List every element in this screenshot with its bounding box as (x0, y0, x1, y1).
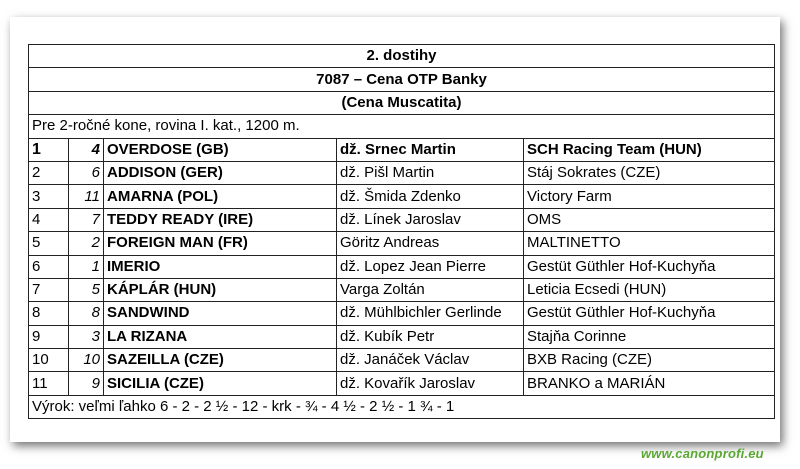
race-title-row (29, 45, 775, 68)
jockey-name: dž. Janáček Václav (337, 349, 524, 372)
race-name: 7087 – Cena OTP Banky (29, 68, 775, 91)
result-row (29, 325, 775, 348)
result-row (29, 138, 775, 161)
jockey-name: dž. Srnec Martin (337, 138, 524, 161)
owner-name: BRANKO a MARIÁN (524, 372, 775, 395)
race-verdict: Výrok: veľmi ľahko 6 - 2 - 2 ½ - 12 - krk - ¾ - 4 ½ - 2 ½ - 1 ¾ - 1 (29, 395, 775, 418)
race-results-table (28, 44, 775, 419)
horse-name: OVERDOSE (GB) (104, 138, 337, 161)
race-conditions-row (29, 115, 775, 138)
horse-name: SICILIA (CZE) (104, 372, 337, 395)
race-conditions: Pre 2-ročné kone, rovina I. kat., 1200 m. (29, 115, 775, 138)
owner-name: Victory Farm (524, 185, 775, 208)
finish-position: 10 (29, 349, 69, 372)
owner-name: Stáj Sokrates (CZE) (524, 161, 775, 184)
result-row (29, 255, 775, 278)
finish-position: 1 (29, 138, 69, 161)
start-number: 2 (69, 232, 104, 255)
owner-name: Gestüt Güthler Hof-Kuchyňa (524, 255, 775, 278)
finish-position: 8 (29, 302, 69, 325)
finish-position: 6 (29, 255, 69, 278)
jockey-name: dž. Línek Jaroslav (337, 208, 524, 231)
start-number: 1 (69, 255, 104, 278)
owner-name: OMS (524, 208, 775, 231)
finish-position: 2 (29, 161, 69, 184)
result-row (29, 232, 775, 255)
race-subtitle: (Cena Muscatita) (29, 91, 775, 114)
result-row (29, 208, 775, 231)
horse-name: IMERIO (104, 255, 337, 278)
horse-name: SAZEILLA (CZE) (104, 349, 337, 372)
owner-name: SCH Racing Team (HUN) (524, 138, 775, 161)
start-number: 8 (69, 302, 104, 325)
race-subtitle-row (29, 91, 775, 114)
result-row (29, 349, 775, 372)
horse-name: AMARNA (POL) (104, 185, 337, 208)
start-number: 10 (69, 349, 104, 372)
owner-name: Gestüt Güthler Hof-Kuchyňa (524, 302, 775, 325)
jockey-name: dž. Kubík Petr (337, 325, 524, 348)
finish-position: 5 (29, 232, 69, 255)
result-row (29, 278, 775, 301)
owner-name: BXB Racing (CZE) (524, 349, 775, 372)
horse-name: TEDDY READY (IRE) (104, 208, 337, 231)
start-number: 4 (69, 138, 104, 161)
result-row (29, 302, 775, 325)
owner-name: Stajňa Corinne (524, 325, 775, 348)
jockey-name: Varga Zoltán (337, 278, 524, 301)
jockey-name: dž. Šmida Zdenko (337, 185, 524, 208)
start-number: 6 (69, 161, 104, 184)
finish-position: 3 (29, 185, 69, 208)
race-title: 2. dostihy (29, 45, 775, 68)
start-number: 11 (69, 185, 104, 208)
race-name-row (29, 68, 775, 91)
watermark: www.canonprofi.eu (641, 446, 764, 461)
horse-name: ADDISON (GER) (104, 161, 337, 184)
finish-position: 9 (29, 325, 69, 348)
owner-name: MALTINETTO (524, 232, 775, 255)
horse-name: SANDWIND (104, 302, 337, 325)
start-number: 3 (69, 325, 104, 348)
horse-name: KÁPLÁR (HUN) (104, 278, 337, 301)
jockey-name: dž. Lopez Jean Pierre (337, 255, 524, 278)
start-number: 7 (69, 208, 104, 231)
owner-name: Leticia Ecsedi (HUN) (524, 278, 775, 301)
jockey-name: Göritz Andreas (337, 232, 524, 255)
result-row (29, 185, 775, 208)
horse-name: LA RIZANA (104, 325, 337, 348)
race-footer-row (29, 395, 775, 418)
start-number: 9 (69, 372, 104, 395)
jockey-name: dž. Mühlbichler Gerlinde (337, 302, 524, 325)
result-row (29, 161, 775, 184)
finish-position: 7 (29, 278, 69, 301)
start-number: 5 (69, 278, 104, 301)
jockey-name: dž. Kovařík Jaroslav (337, 372, 524, 395)
finish-position: 4 (29, 208, 69, 231)
result-row (29, 372, 775, 395)
finish-position: 11 (29, 372, 69, 395)
horse-name: FOREIGN MAN (FR) (104, 232, 337, 255)
jockey-name: dž. Pišl Martin (337, 161, 524, 184)
